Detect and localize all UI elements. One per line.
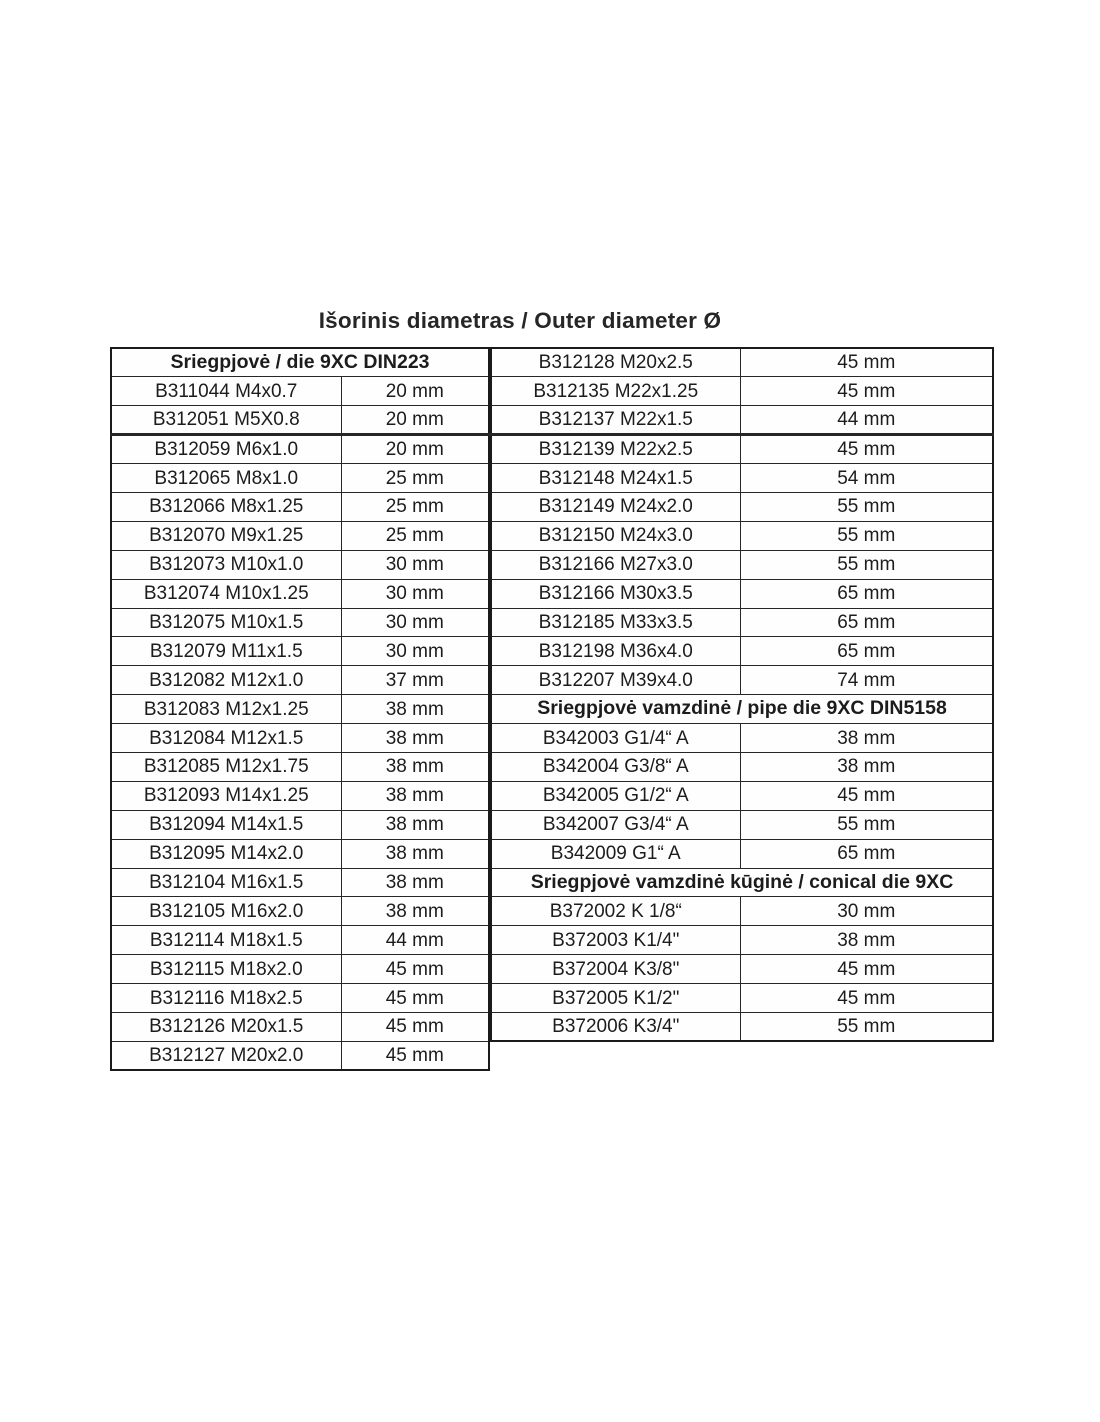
product-code-cell: B372002 K 1/8“ — [491, 897, 740, 926]
table-row — [491, 724, 993, 753]
product-code-cell: B312128 M20x2.5 — [491, 348, 740, 377]
table-row — [491, 550, 993, 579]
diameter-cell: 25 mm — [341, 521, 489, 550]
product-code-cell: B312207 M39x4.0 — [491, 666, 740, 695]
diameter-cell: 65 mm — [740, 839, 993, 868]
diameter-cell: 44 mm — [341, 926, 489, 955]
table-row — [111, 1041, 489, 1070]
diameter-cell: 55 mm — [740, 521, 993, 550]
diameter-cell: 38 mm — [341, 724, 489, 753]
diameter-cell: 55 mm — [740, 550, 993, 579]
product-code-cell: B312185 M33x3.5 — [491, 608, 740, 637]
table-row — [491, 377, 993, 406]
diameter-cell: 20 mm — [341, 435, 489, 464]
table-row — [111, 608, 489, 637]
table-row — [111, 781, 489, 810]
product-code-cell: B312116 M18x2.5 — [111, 984, 341, 1013]
diameter-cell: 25 mm — [341, 492, 489, 521]
diameter-cell: 30 mm — [341, 608, 489, 637]
product-code-cell: B372005 K1/2" — [491, 984, 740, 1013]
table-row — [491, 492, 993, 521]
diameter-cell: 38 mm — [740, 752, 993, 781]
diameter-cell: 30 mm — [740, 897, 993, 926]
table-row — [491, 579, 993, 608]
product-code-cell: B312074 M10x1.25 — [111, 579, 341, 608]
product-code-cell: B311044 M4x0.7 — [111, 377, 341, 406]
diameter-cell: 44 mm — [740, 406, 993, 435]
diameter-cell: 20 mm — [341, 406, 489, 435]
diameter-cell: 55 mm — [740, 492, 993, 521]
diameter-cell: 45 mm — [341, 1041, 489, 1070]
product-code-cell: B312149 M24x2.0 — [491, 492, 740, 521]
table-row — [491, 955, 993, 984]
product-code-cell: B312198 M36x4.0 — [491, 637, 740, 666]
table-row — [111, 897, 489, 926]
page-title: Išorinis diametras / Outer diameter Ø — [318, 308, 722, 333]
product-code-cell: B312083 M12x1.25 — [111, 695, 341, 724]
table-row — [491, 608, 993, 637]
table-row — [491, 781, 993, 810]
diameter-cell: 45 mm — [740, 955, 993, 984]
section-header: Sriegpjovė vamzdinė kūginė / conical die 9XC — [491, 868, 993, 897]
diameter-cell: 38 mm — [341, 868, 489, 897]
table-row — [111, 810, 489, 839]
product-code-cell: B312075 M10x1.5 — [111, 608, 341, 637]
product-code-cell: B312126 M20x1.5 — [111, 1012, 341, 1041]
section-header-row — [111, 348, 489, 377]
section-header: Sriegpjovė vamzdinė / pipe die 9XC DIN5158 — [491, 695, 993, 724]
diameter-cell: 38 mm — [341, 897, 489, 926]
table-row — [491, 897, 993, 926]
product-code-cell: B312065 M8x1.0 — [111, 464, 341, 493]
table-row — [111, 868, 489, 897]
table-row — [491, 435, 993, 464]
product-code-cell: B342009 G1“ A — [491, 839, 740, 868]
product-code-cell: B372006 K3/4" — [491, 1012, 740, 1041]
diameter-cell: 74 mm — [740, 666, 993, 695]
product-code-cell: B312094 M14x1.5 — [111, 810, 341, 839]
die-table-left — [110, 347, 490, 1071]
product-code-cell: B342004 G3/8“ A — [491, 752, 740, 781]
diameter-tables — [110, 347, 994, 1071]
table-row — [491, 406, 993, 435]
product-code-cell: B312135 M22x1.25 — [491, 377, 740, 406]
table-row — [491, 984, 993, 1013]
product-code-cell: B312137 M22x1.5 — [491, 406, 740, 435]
product-code-cell: B312104 M16x1.5 — [111, 868, 341, 897]
diameter-cell: 45 mm — [740, 348, 993, 377]
table-row — [111, 579, 489, 608]
product-code-cell: B312150 M24x3.0 — [491, 521, 740, 550]
product-code-cell: B342005 G1/2“ A — [491, 781, 740, 810]
diameter-cell: 45 mm — [740, 984, 993, 1013]
die-table-right — [490, 347, 994, 1042]
product-code-cell: B372004 K3/8" — [491, 955, 740, 984]
product-code-cell: B312084 M12x1.5 — [111, 724, 341, 753]
table-row — [111, 724, 489, 753]
product-code-cell: B372003 K1/4" — [491, 926, 740, 955]
diameter-cell: 38 mm — [341, 839, 489, 868]
table-row — [111, 637, 489, 666]
table-row — [491, 521, 993, 550]
product-code-cell: B312148 M24x1.5 — [491, 464, 740, 493]
diameter-cell: 38 mm — [341, 695, 489, 724]
table-row — [111, 377, 489, 406]
product-code-cell: B312093 M14x1.25 — [111, 781, 341, 810]
table-row — [111, 984, 489, 1013]
table-row — [111, 695, 489, 724]
diameter-cell: 30 mm — [341, 637, 489, 666]
diameter-cell: 54 mm — [740, 464, 993, 493]
product-code-cell: B312105 M16x2.0 — [111, 897, 341, 926]
product-code-cell: B312085 M12x1.75 — [111, 752, 341, 781]
diameter-cell: 38 mm — [341, 752, 489, 781]
product-code-cell: B312139 M22x2.5 — [491, 435, 740, 464]
diameter-cell: 55 mm — [740, 810, 993, 839]
table-row — [111, 955, 489, 984]
diameter-cell: 37 mm — [341, 666, 489, 695]
diameter-cell: 30 mm — [341, 550, 489, 579]
section-header-row — [491, 695, 993, 724]
diameter-cell: 45 mm — [740, 781, 993, 810]
product-code-cell: B312070 M9x1.25 — [111, 521, 341, 550]
table-row — [491, 1012, 993, 1041]
diameter-cell: 20 mm — [341, 377, 489, 406]
table-row — [111, 406, 489, 435]
product-code-cell: B342007 G3/4“ A — [491, 810, 740, 839]
product-code-cell: B312166 M30x3.5 — [491, 579, 740, 608]
table-row — [111, 666, 489, 695]
diameter-cell: 65 mm — [740, 608, 993, 637]
diameter-cell: 38 mm — [341, 781, 489, 810]
diameter-cell: 55 mm — [740, 1012, 993, 1041]
table-row — [491, 810, 993, 839]
table-row — [111, 521, 489, 550]
diameter-cell: 30 mm — [341, 579, 489, 608]
diameter-cell: 38 mm — [740, 724, 993, 753]
diameter-cell: 45 mm — [341, 1012, 489, 1041]
table-row — [491, 464, 993, 493]
product-code-cell: B312066 M8x1.25 — [111, 492, 341, 521]
table-row — [491, 637, 993, 666]
product-code-cell: B312127 M20x2.0 — [111, 1041, 341, 1070]
section-header-row — [491, 868, 993, 897]
diameter-cell: 65 mm — [740, 637, 993, 666]
diameter-cell: 45 mm — [341, 984, 489, 1013]
table-row — [111, 839, 489, 868]
table-row — [111, 752, 489, 781]
table-row — [111, 492, 489, 521]
diameter-cell: 65 mm — [740, 579, 993, 608]
diameter-cell: 38 mm — [341, 810, 489, 839]
product-code-cell: B312059 M6x1.0 — [111, 435, 341, 464]
section-header-die-din223: Sriegpjovė / die 9XC DIN223 — [111, 348, 489, 377]
table-row — [111, 1012, 489, 1041]
product-code-cell: B312095 M14x2.0 — [111, 839, 341, 868]
table-row — [491, 839, 993, 868]
table-row — [491, 926, 993, 955]
table-row — [111, 926, 489, 955]
product-code-cell: B342003 G1/4“ A — [491, 724, 740, 753]
table-row — [111, 464, 489, 493]
table-row — [491, 752, 993, 781]
diameter-cell: 45 mm — [740, 435, 993, 464]
product-code-cell: B312073 M10x1.0 — [111, 550, 341, 579]
table-row — [491, 348, 993, 377]
diameter-cell: 25 mm — [341, 464, 489, 493]
diameter-cell: 38 mm — [740, 926, 993, 955]
diameter-cell: 45 mm — [341, 955, 489, 984]
diameter-cell: 45 mm — [740, 377, 993, 406]
product-code-cell: B312051 M5X0.8 — [111, 406, 341, 435]
table-row — [111, 435, 489, 464]
product-code-cell: B312079 M11x1.5 — [111, 637, 341, 666]
product-code-cell: B312114 M18x1.5 — [111, 926, 341, 955]
table-row — [111, 550, 489, 579]
product-code-cell: B312082 M12x1.0 — [111, 666, 341, 695]
product-code-cell: B312115 M18x2.0 — [111, 955, 341, 984]
table-row — [491, 666, 993, 695]
product-code-cell: B312166 M27x3.0 — [491, 550, 740, 579]
